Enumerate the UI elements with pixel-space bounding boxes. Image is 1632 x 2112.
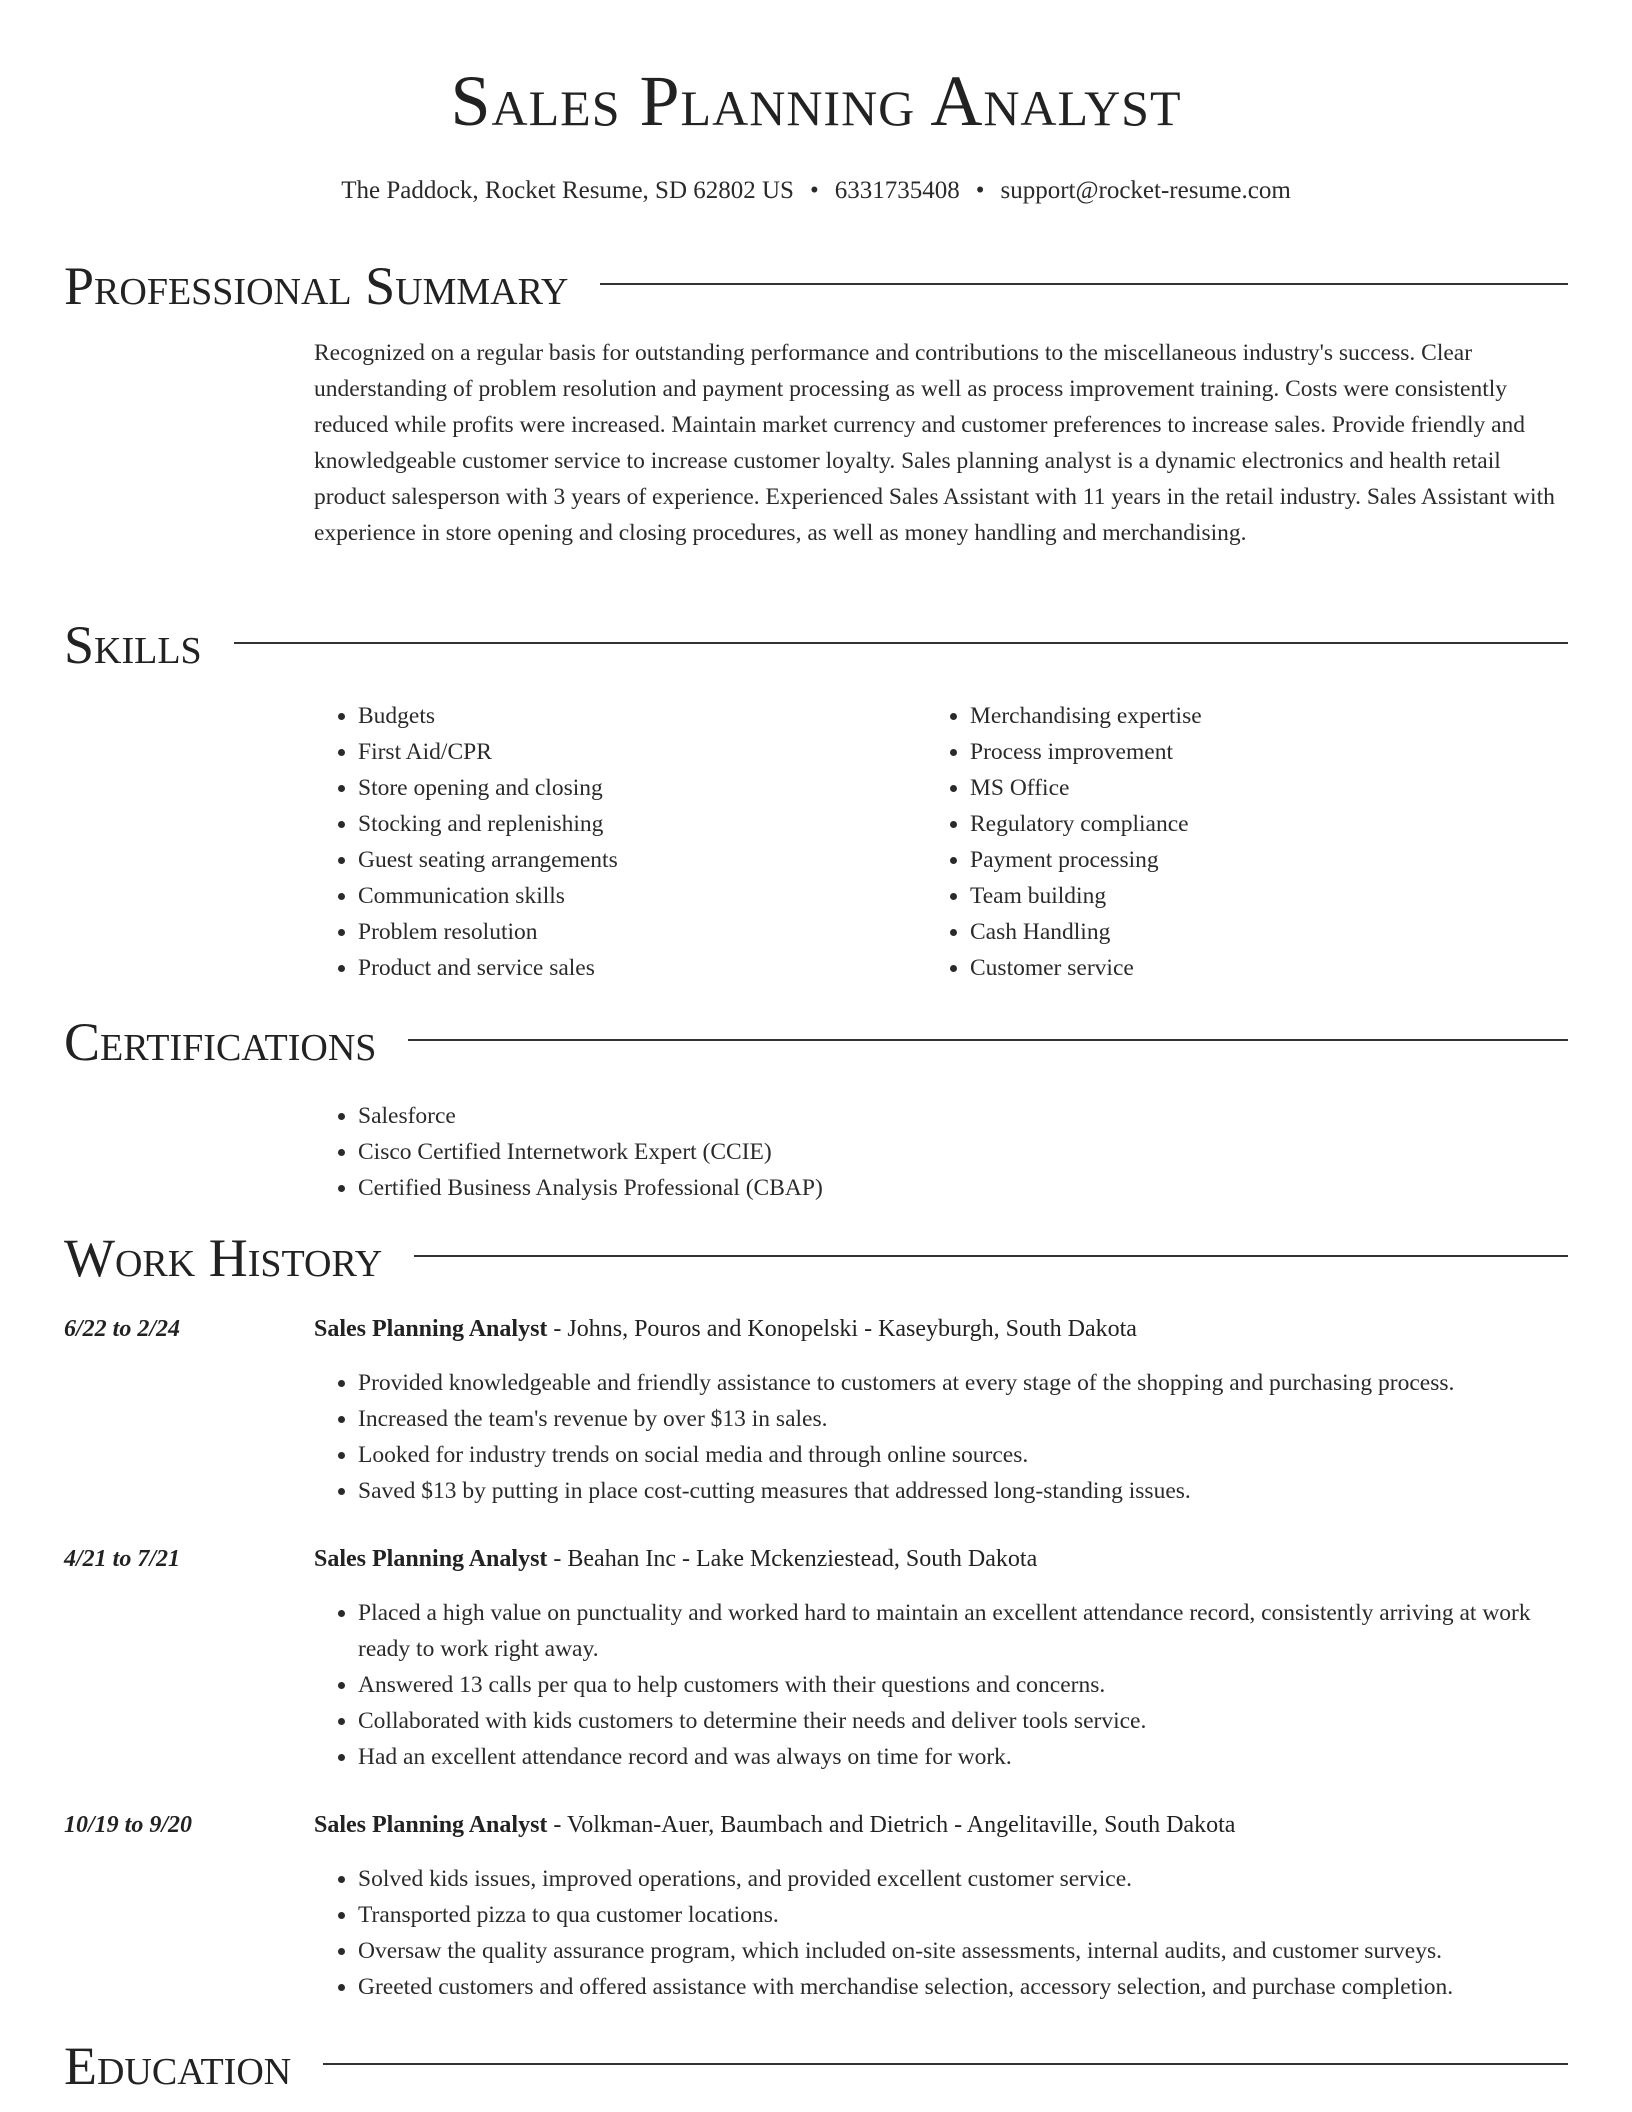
skill-item: • Problem resolution (358, 914, 914, 950)
skill-item: • Process improvement (970, 734, 1526, 770)
section-title-summary: Professional Summary (64, 256, 569, 316)
section-divider (408, 1039, 1568, 1041)
contact-phone: 6331735408 (834, 177, 960, 204)
skill-item: • Stocking and replenishing (358, 806, 914, 842)
section-header-certifications (64, 1010, 1568, 1074)
contact-separator: • (809, 177, 819, 204)
skill-item: • Budgets (358, 698, 914, 734)
skill-item: • Regulatory compliance (970, 806, 1526, 842)
job-duty-item: • Saved $13 by putting in place cost-cutting measures that addressed long-standing issues. (358, 1473, 1568, 1509)
job-duty-item: • Answered 13 calls per qua to help customers with their questions and concerns. (358, 1667, 1568, 1703)
job-dates: 10/19 to 9/20 (64, 1812, 193, 1838)
section-divider (414, 1255, 1568, 1257)
skill-item: • Customer service (970, 950, 1526, 986)
skill-item: • Product and service sales (358, 950, 914, 986)
job-duty-item: • Placed a high value on punctuality and worked hard to maintain an excellent attendance record, consistently arriving at work ready to work right away. (358, 1595, 1568, 1667)
certification-item: • Cisco Certified Internetwork Expert (CCIE) (358, 1134, 823, 1170)
skill-item: • Store opening and closing (358, 770, 914, 806)
section-title-education: Education (64, 2036, 292, 2096)
job-duties-list (314, 1595, 1568, 1775)
section-header-education (64, 2034, 1568, 2098)
job-dates: 6/22 to 2/24 (64, 1316, 181, 1342)
job-duty-item: • Greeted customers and offered assistance with merchandise selection, accessory selection, and purchase completion. (358, 1969, 1568, 2005)
job-duty-item: • Looked for industry trends on social media and through online sources. (358, 1437, 1568, 1473)
skill-item: • Team building (970, 878, 1526, 914)
certifications-block (314, 1098, 823, 1206)
section-title-certifications: Certifications (64, 1012, 377, 1072)
contact-line (0, 174, 1632, 208)
contact-address: The Paddock, Rocket Resume, SD 62802 US (341, 177, 794, 204)
skills-column-left (314, 698, 914, 986)
section-header-work-history (64, 1226, 1568, 1290)
job-duty-item: • Increased the team's revenue by over $13 in sales. (358, 1401, 1568, 1437)
skills-column-right (926, 698, 1526, 986)
job-header (314, 1807, 1235, 1843)
job-role: Sales Planning Analyst (314, 1546, 548, 1572)
job-duties-list (314, 1365, 1568, 1509)
job-employer-location: - Beahan Inc - Lake Mckenziestead, South Dakota (547, 1546, 1038, 1572)
resume-title: Sales Planning Analyst (450, 61, 1182, 141)
job-duty-item: • Oversaw the quality assurance program, which included on-site assessments, internal audits, and customer surveys. (358, 1933, 1568, 1969)
job-duties-list (314, 1861, 1568, 2005)
job-employer-location: - Volkman-Auer, Baumbach and Dietrich - Angelitaville, South Dakota (547, 1812, 1236, 1838)
section-divider (234, 642, 1568, 644)
job-dates: 4/21 to 7/21 (64, 1546, 181, 1572)
job-duties (314, 1365, 1568, 1509)
contact-separator: • (975, 177, 985, 204)
summary-text: Recognized on a regular basis for outstanding performance and contributions to the miscellaneous industry's success. Clear understanding of problem resolution and payment processing as well as process improvement training. Costs were consistently reduced while profits were increased. Maintain market currency and customer preferences to increase sales. Provide friendly and knowledgeable customer service to increase customer loyalty. Sales planning analyst is a dynamic electronics and health retail product salesperson with 3 years of experience. Experienced Sales Assistant with 11 years in the retail industry. Sales Assistant with experience in store opening and closing procedures, as well as money handling and merchandising. (314, 340, 1555, 546)
section-header-skills (64, 613, 1568, 677)
section-title-work-history: Work History (64, 1228, 383, 1288)
job-header (314, 1541, 1037, 1577)
skill-item: • First Aid/CPR (358, 734, 914, 770)
job-duties (314, 1861, 1568, 2005)
job-duty-item: • Provided knowledgeable and friendly assistance to customers at every stage of the shopping and purchasing process. (358, 1365, 1568, 1401)
job-role: Sales Planning Analyst (314, 1812, 548, 1838)
job-duty-item: • Had an excellent attendance record and was always on time for work. (358, 1739, 1568, 1775)
skills-list-right (926, 698, 1526, 986)
skill-item: • Merchandising expertise (970, 698, 1526, 734)
certifications-list (314, 1098, 823, 1206)
skill-item: • Guest seating arrangements (358, 842, 914, 878)
job-duties (314, 1595, 1568, 1775)
section-divider (323, 2063, 1568, 2065)
job-role: Sales Planning Analyst (314, 1316, 548, 1342)
section-title-skills: Skills (64, 615, 202, 675)
skill-item: • Communication skills (358, 878, 914, 914)
section-header-summary (64, 254, 1568, 318)
skill-item: • Cash Handling (970, 914, 1526, 950)
job-duty-item: • Solved kids issues, improved operations, and provided excellent customer service. (358, 1861, 1568, 1897)
job-employer-location: - Johns, Pouros and Konopelski - Kaseyburgh, South Dakota (547, 1316, 1137, 1342)
job-duty-item: • Transported pizza to qua customer locations. (358, 1897, 1568, 1933)
skill-item: • Payment processing (970, 842, 1526, 878)
section-divider (600, 283, 1568, 285)
certification-item: • Salesforce (358, 1098, 823, 1134)
contact-email: support@rocket-resume.com (1000, 177, 1291, 204)
skills-list-left (314, 698, 914, 986)
skill-item: • MS Office (970, 770, 1526, 806)
certification-item: • Certified Business Analysis Professional (CBAP) (358, 1170, 823, 1206)
job-duty-item: • Collaborated with kids customers to determine their needs and deliver tools service. (358, 1703, 1568, 1739)
job-header (314, 1311, 1137, 1347)
